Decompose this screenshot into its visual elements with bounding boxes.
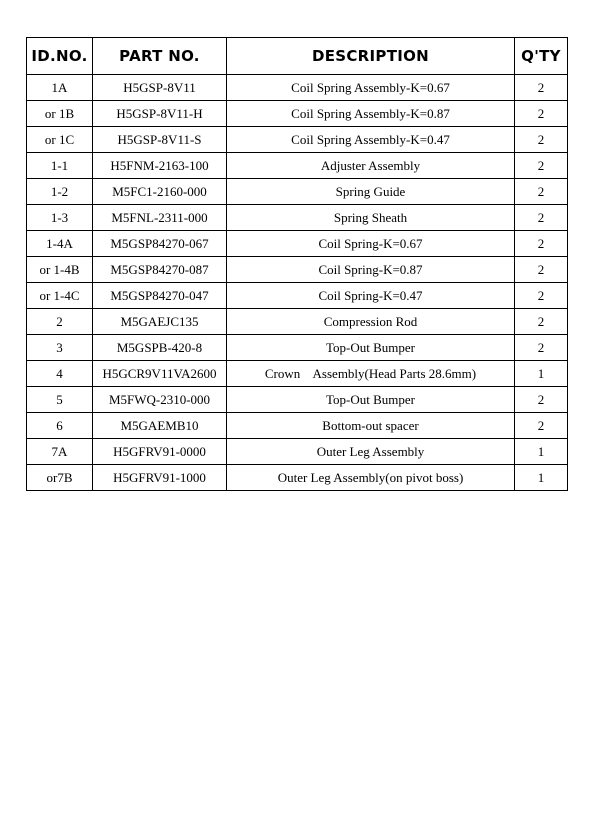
cell-part-no: H5GCR9V11VA2600 xyxy=(93,361,227,387)
table-row xyxy=(27,335,568,361)
header-id-no: ID.NO. xyxy=(27,38,93,75)
cell-part-no: M5GSP84270-067 xyxy=(93,231,227,257)
cell-id: 1-2 xyxy=(27,179,93,205)
cell-description: Compression Rod xyxy=(227,309,515,335)
cell-qty: 1 xyxy=(515,361,568,387)
cell-qty: 2 xyxy=(515,387,568,413)
cell-description: Coil Spring-K=0.47 xyxy=(227,283,515,309)
table-row xyxy=(27,309,568,335)
cell-part-no: H5GSP-8V11-S xyxy=(93,127,227,153)
table-row xyxy=(27,413,568,439)
cell-part-no: M5GSP84270-087 xyxy=(93,257,227,283)
cell-qty: 2 xyxy=(515,413,568,439)
header-row xyxy=(27,38,568,75)
cell-qty: 2 xyxy=(515,75,568,101)
cell-id: 5 xyxy=(27,387,93,413)
table-row xyxy=(27,361,568,387)
cell-description: Adjuster Assembly xyxy=(227,153,515,179)
header-description: DESCRIPTION xyxy=(227,38,515,75)
table-row xyxy=(27,231,568,257)
cell-qty: 2 xyxy=(515,335,568,361)
table-row xyxy=(27,257,568,283)
table-row xyxy=(27,179,568,205)
cell-part-no: M5GSP84270-047 xyxy=(93,283,227,309)
table-row xyxy=(27,439,568,465)
cell-qty: 2 xyxy=(515,231,568,257)
cell-qty: 2 xyxy=(515,101,568,127)
cell-id: 1-4A xyxy=(27,231,93,257)
cell-qty: 2 xyxy=(515,179,568,205)
cell-qty: 1 xyxy=(515,465,568,491)
cell-id: 4 xyxy=(27,361,93,387)
cell-part-no: H5GFRV91-1000 xyxy=(93,465,227,491)
table-row xyxy=(27,101,568,127)
cell-id: 2 xyxy=(27,309,93,335)
cell-part-no: H5FNM-2163-100 xyxy=(93,153,227,179)
cell-id: or 1C xyxy=(27,127,93,153)
cell-description: Outer Leg Assembly(on pivot boss) xyxy=(227,465,515,491)
cell-qty: 2 xyxy=(515,309,568,335)
cell-part-no: M5GSPB-420-8 xyxy=(93,335,227,361)
cell-description: Coil Spring Assembly-K=0.87 xyxy=(227,101,515,127)
cell-id: 3 xyxy=(27,335,93,361)
header-part-no: PART NO. xyxy=(93,38,227,75)
cell-description: Crown Assembly(Head Parts 28.6mm) xyxy=(227,361,515,387)
cell-id: 1-3 xyxy=(27,205,93,231)
cell-description: Coil Spring-K=0.67 xyxy=(227,231,515,257)
cell-qty: 1 xyxy=(515,439,568,465)
table-row xyxy=(27,75,568,101)
cell-description: Top-Out Bumper xyxy=(227,387,515,413)
table-row xyxy=(27,283,568,309)
cell-part-no: M5FC1-2160-000 xyxy=(93,179,227,205)
cell-id: 7A xyxy=(27,439,93,465)
cell-part-no: M5GAEMB10 xyxy=(93,413,227,439)
cell-part-no: H5GSP-8V11 xyxy=(93,75,227,101)
table-row xyxy=(27,205,568,231)
cell-id: 1-1 xyxy=(27,153,93,179)
table-row xyxy=(27,153,568,179)
cell-id: 1A xyxy=(27,75,93,101)
cell-description: Top-Out Bumper xyxy=(227,335,515,361)
table-row xyxy=(27,387,568,413)
cell-part-no: M5GAEJC135 xyxy=(93,309,227,335)
cell-id: or 1-4B xyxy=(27,257,93,283)
cell-description: Coil Spring Assembly-K=0.67 xyxy=(227,75,515,101)
cell-description: Coil Spring Assembly-K=0.47 xyxy=(227,127,515,153)
cell-description: Outer Leg Assembly xyxy=(227,439,515,465)
cell-qty: 2 xyxy=(515,283,568,309)
cell-part-no: M5FWQ-2310-000 xyxy=(93,387,227,413)
header-qty: Q'TY xyxy=(515,38,568,75)
parts-table xyxy=(26,37,568,491)
table-body xyxy=(27,75,568,491)
cell-qty: 2 xyxy=(515,127,568,153)
cell-id: or7B xyxy=(27,465,93,491)
cell-part-no: M5FNL-2311-000 xyxy=(93,205,227,231)
cell-id: 6 xyxy=(27,413,93,439)
table-header xyxy=(27,38,568,75)
cell-qty: 2 xyxy=(515,257,568,283)
cell-description: Spring Guide xyxy=(227,179,515,205)
cell-part-no: H5GFRV91-0000 xyxy=(93,439,227,465)
table-row xyxy=(27,127,568,153)
cell-id: or 1B xyxy=(27,101,93,127)
cell-qty: 2 xyxy=(515,205,568,231)
cell-qty: 2 xyxy=(515,153,568,179)
cell-description: Bottom-out spacer xyxy=(227,413,515,439)
cell-id: or 1-4C xyxy=(27,283,93,309)
cell-part-no: H5GSP-8V11-H xyxy=(93,101,227,127)
cell-description: Spring Sheath xyxy=(227,205,515,231)
table-row xyxy=(27,465,568,491)
cell-description: Coil Spring-K=0.87 xyxy=(227,257,515,283)
